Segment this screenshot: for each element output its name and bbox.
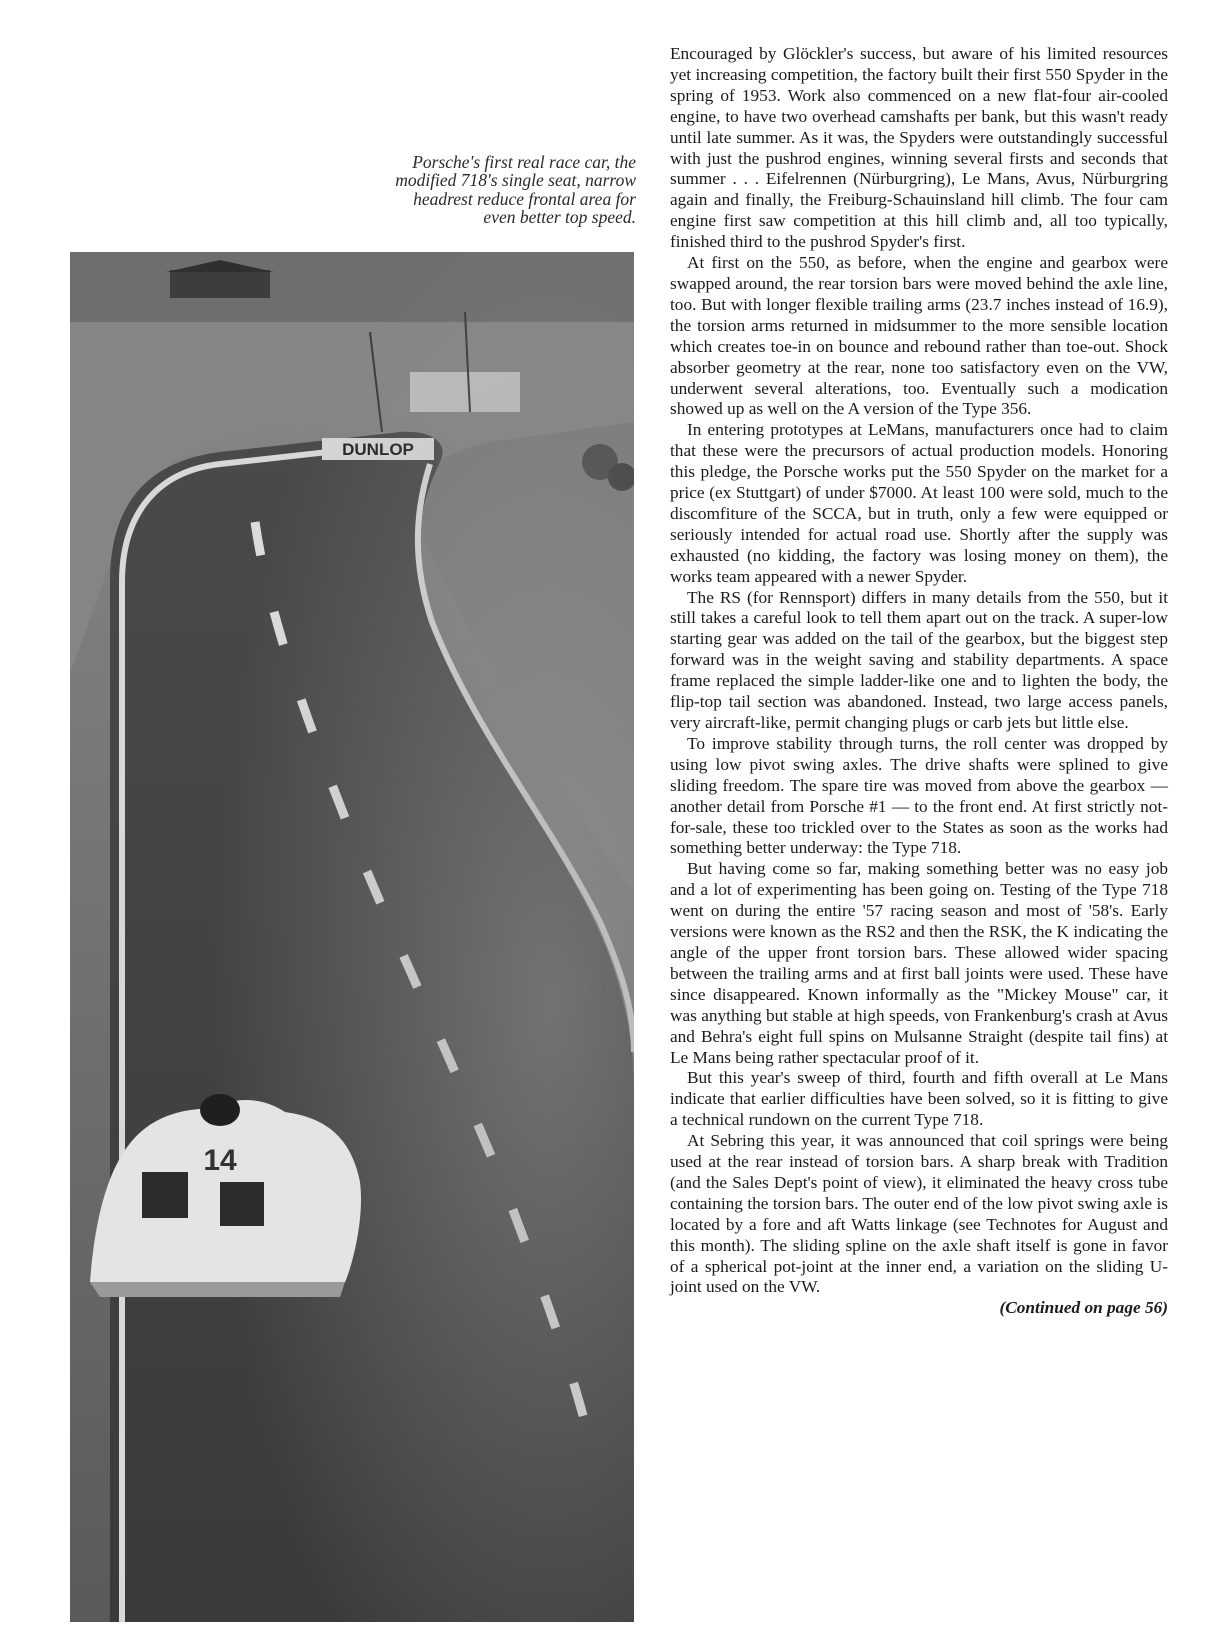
- car-number: 14: [203, 1144, 237, 1177]
- caption-line: modified 718's single seat, narrow: [395, 170, 636, 191]
- article-paragraph: At first on the 550, as before, when the engine and gearbox were swapped around, the rear torsion bars were moved behind the axle line, too. But with longer flexible trailing arms (23.7 inches instead of 16.9), the torsion arms returned in midsummer to the more sensible location which creates toe-in on bounce and rebound rather than toe-out. Shock absorber geometry at the rear, none too satisfactory even on the VW, underwent several alterations, too. Eventually such a modication showed up as well on the A version of the Type 356.: [670, 253, 1168, 419]
- article-paragraph: At Sebring this year, it was announced that coil springs were being used at the rear instead of torsion bars. A sharp break with Tradition (and the Sales Dept's point of view), it eliminated the heavy cross tube containing the torsion bars. The outer end of the low pivot swing axle is located by a fore and aft Watts linkage (see Technotes for August and this month). The sliding spline on the axle shaft itself is gone in favor of a spherical pot-joint at the inner end, a variation on the sliding U-joint used on the VW.: [670, 1131, 1168, 1297]
- article-paragraph: But this year's sweep of third, fourth and fifth overall at Le Mans indicate that earlier difficulties have been solved, so it is fitting to give a technical rundown on the current Type 718.: [670, 1068, 1168, 1130]
- caption-line: Porsche's first real race car, the: [412, 152, 636, 172]
- article-paragraph: In entering prototypes at LeMans, manufacturers once had to claim that these were the precursors of actual production models. Honoring this pledge, the Porsche works put the 550 Spyder on the market for a price (ex Stuttgart) of under $7000. At least 100 were sold, much to the discomfiture of the SCCA, but in truth, only a few were equipped or seriously intended for actual road use. Shortly after the supply was exhausted (no kidding, the factory was losing money on them), the works team appeared with a newer Spyder.: [670, 420, 1168, 586]
- article-paragraph: Encouraged by Glöckler's success, but aware of his limited resources yet increasing competition, the factory built their first 550 Spyder in the spring of 1953. Work also commenced on a new flat-four air-cooled engine, to have two overhead camshafts per bank, but this wasn't ready until late summer. As it was, the Spyders were outstandingly successful with just the pushrod engines, winning several firsts and seconds that summer . . . Eifelrennen (Nürburgring), Le Mans, Avus, Nürburgring again and finally, the Freiburg-Schauinsland hill climb. The four cam engine first saw competition at this hill climb and, all too typically, finished third to the pushrod Spyder's first.: [670, 44, 1168, 252]
- article-paragraph: The RS (for Rennsport) differs in many details from the 550, but it still takes a careful look to tell them apart out on the track. A super-low starting gear was added on the tail of the gearbox, but the biggest step forward was in the weight saving and stability departments. A space frame replaced the simple ladder-like one and to lighten the body, the flip-top tail section was abandoned. Instead, two large access panels, very aircraft-like, permit changing plugs or carb jets but little else.: [670, 587, 1168, 732]
- caption-line: even better top speed.: [483, 206, 636, 227]
- race-photo-illustration: [70, 252, 634, 1622]
- continued-note: (Continued on page 56): [999, 1298, 1168, 1318]
- photo-caption: [330, 153, 636, 226]
- race-photo: [70, 252, 634, 1622]
- article-paragraph: But having come so far, making something better was no easy job and a lot of experimenting has been going on. Testing of the Type 718 went on during the entire '57 racing season and most of '58's. Early versions were known as the RS2 and then the RSK, the K indicating the angle of the upper front torsion bars. These allowed wider spacing between the trailing arms and at first ball joints were used. These have since disappeared. Known informally as the "Mickey Mouse" car, it was anything but stable at high speeds, von Frankenburg's crash at Avus and Behra's eight full spins on Mulsanne Straight (despite tail fins) at Le Mans being rather spectacular proof of it.: [670, 859, 1168, 1067]
- article-column: [670, 44, 1168, 1319]
- article-paragraph: To improve stability through turns, the roll center was dropped by using low pivot swing axles. The drive shafts were splined to give sliding freedom. The spare tire was moved from above the gearbox — another detail from Porsche #1 — to the front end. At first strictly not-for-sale, these too trickled over to the States as soon as the works had something better underway: the Type 718.: [670, 733, 1168, 858]
- caption-line: headrest reduce frontal area for: [413, 188, 636, 209]
